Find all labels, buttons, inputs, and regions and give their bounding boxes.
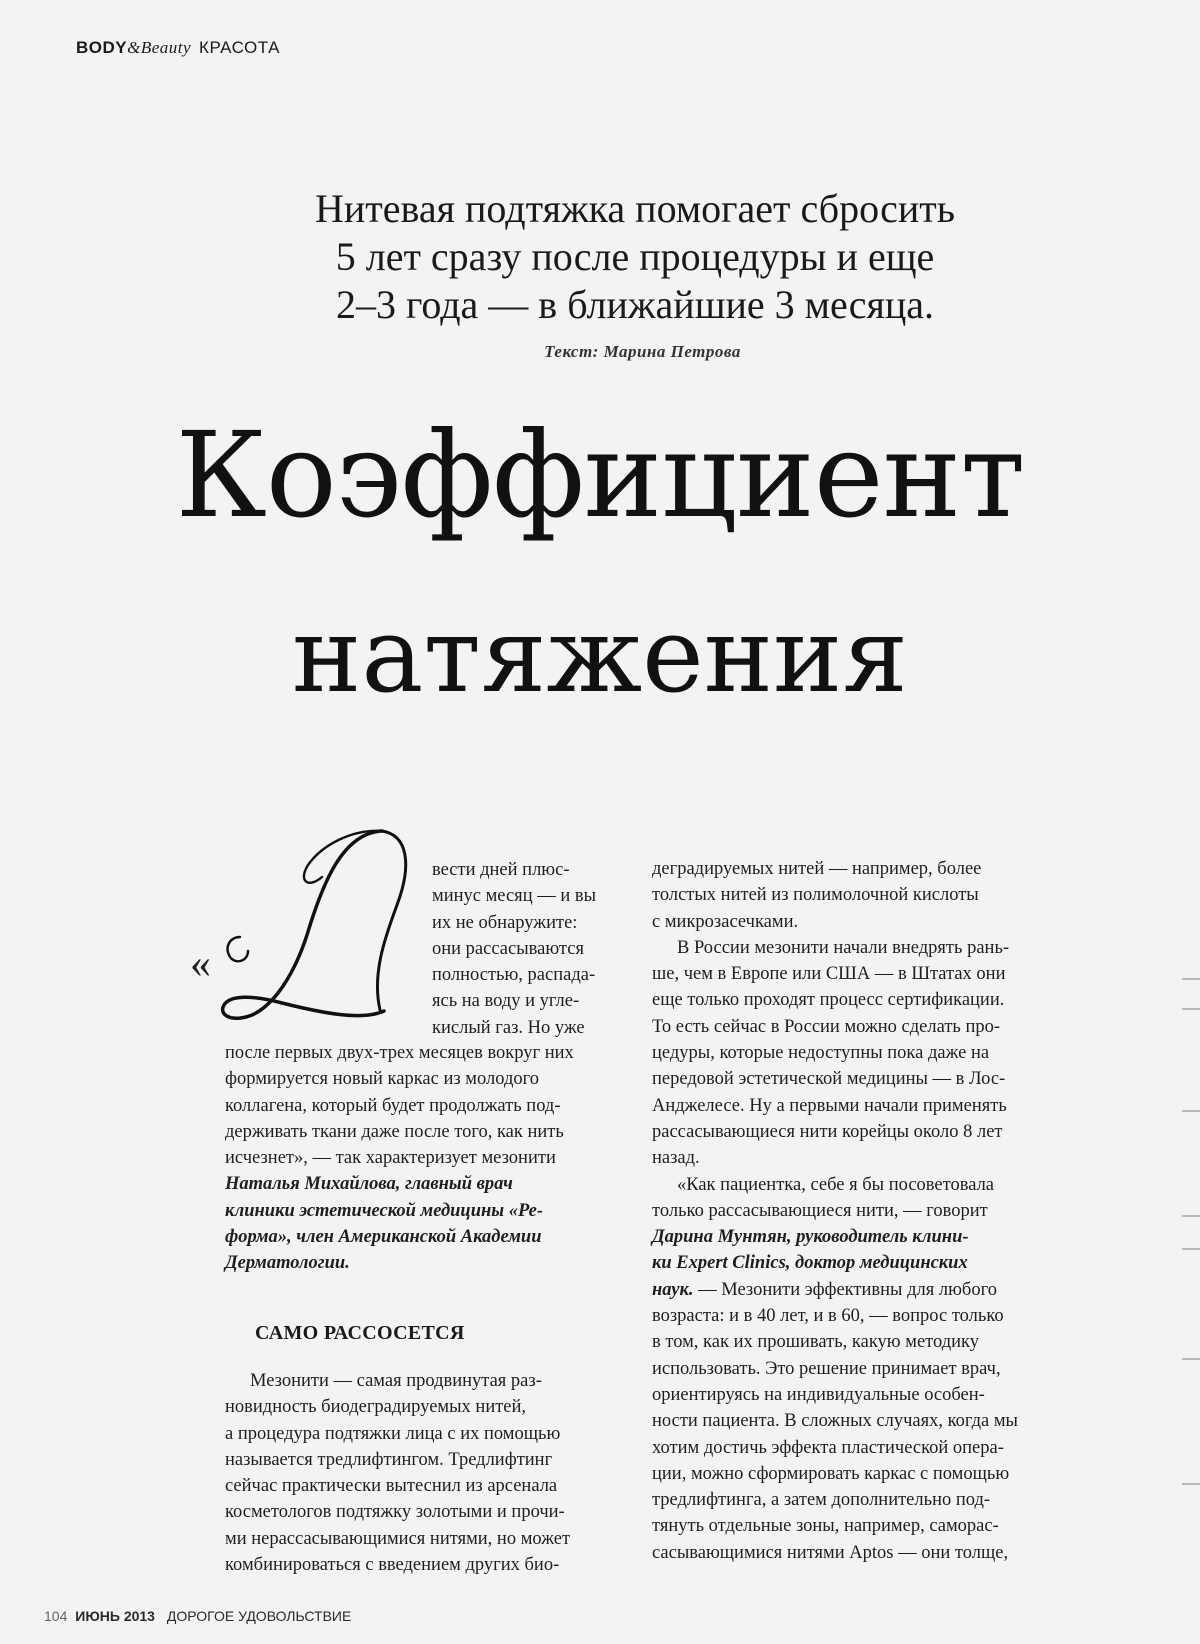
lead-line: 5 лет сразу после процедуры и еще (335, 234, 935, 279)
text-line-bold: ки Expert Clinics, доктор медицинских (652, 1253, 968, 1274)
text-line: ми нерассасывающимися нитями, но может (225, 1528, 571, 1549)
text-line: новидность биодеградируемых нитей, (225, 1397, 527, 1418)
text-line: сейчас практически вытеснил из арсенала (225, 1476, 558, 1497)
byline: Текст: Марина Петрова (544, 342, 741, 361)
text-line: сасывающимися нитями Aptos — они толще, (652, 1542, 1009, 1563)
text-line-bold: клиники эстетической медицины «Ре- (225, 1200, 543, 1221)
text-line: деградируемых нитей — например, более (652, 859, 982, 879)
margin-tick (1182, 1248, 1200, 1250)
text-line: комбинироваться с введением других био- (225, 1555, 560, 1576)
margin-tick (1182, 1215, 1200, 1217)
text-line: коллагена, который будет продолжать под- (225, 1095, 561, 1116)
text-line: их не обнаружите: (432, 912, 578, 933)
text-line: Анджелесе. Ну а первыми начали применять (652, 1095, 1007, 1116)
text-line-bold: Дарина Мунтян, руководитель клини- (652, 1227, 969, 1248)
article-title-line-1: Коэффициент (175, 406, 1025, 544)
text-line: полностью, распада- (432, 965, 596, 986)
margin-tick (1182, 978, 1200, 980)
magazine-name: ДОРОГОЕ УДОВОЛЬСТВИЕ (166, 1608, 352, 1624)
section-header (76, 38, 280, 58)
text-line-bold: форма», член Американской Академии (225, 1227, 542, 1248)
text-line: формируется новый каркас из молодого (225, 1069, 539, 1090)
text-line: ше, чем в Европе или США — в Штатах они (652, 964, 1006, 985)
dropcap-letter-de (212, 825, 422, 1035)
page-number: 104 (44, 1608, 68, 1624)
text-line: ясь на воду и угле- (432, 991, 580, 1012)
text-line: еще только проходят процесс сертификации. (652, 990, 1005, 1011)
text-line: ориентируясь на индивидуальные особен- (652, 1384, 985, 1405)
text-line: цедуры, которые недоступны пока даже на (652, 1043, 990, 1064)
text-line: вести дней плюс- (432, 860, 570, 880)
text-line: в том, как их прошивать, какую методику (652, 1332, 980, 1353)
lead-line: 2–3 года — в ближайшие 3 месяца. (335, 282, 935, 327)
text-bold-span: наук. (652, 1279, 694, 1300)
text-line: В России мезонити начали внедрять рань- (677, 937, 1010, 958)
text-line: а процедура подтяжки лица с их помощью (225, 1423, 561, 1444)
brand-label: BODY (76, 38, 128, 57)
text-line: То есть сейчас в России можно сделать про- (652, 1016, 1001, 1037)
margin-tick (1182, 1358, 1200, 1360)
column-left-top (432, 857, 596, 1041)
text-line: исчезнет», — так характеризует мезонити (225, 1148, 556, 1169)
text-line: только рассасывающиеся нити, — говорит (652, 1200, 988, 1221)
text-line: использовать. Это решение принимает врач, (652, 1358, 1001, 1379)
section-label: КРАСОТА (199, 38, 280, 57)
text-line: назад. (652, 1148, 700, 1169)
text-line: после первых двух-трех месяцев вокруг них (225, 1043, 574, 1063)
text-line-bold: Наталья Михайлова, главный врач (225, 1174, 513, 1195)
text-line: тянуть отдельные зоны, например, саморас- (652, 1516, 999, 1537)
issue-date: ИЮНЬ 2013 (75, 1608, 155, 1624)
subheading: САМО РАССОСЕТСЯ (255, 1322, 465, 1344)
text-line-mixed (652, 1277, 1018, 1303)
text-line-bold: Дерматологии. (225, 1253, 350, 1274)
margin-tick (1182, 1008, 1200, 1010)
margin-tick (1182, 1110, 1200, 1112)
text-line: хотим достичь эффекта пластической опера- (652, 1437, 1004, 1458)
lead-line: Нитевая подтяжка помогает сбросить (314, 186, 956, 231)
text-line: с микрозасечками. (652, 911, 799, 932)
text-line: минус месяц — и вы (432, 886, 597, 907)
text-line: толстых нитей из полимолочной кислоты (652, 885, 979, 906)
brand-suffix: &Beauty (127, 38, 192, 57)
text-line: «Как пациентка, себе я бы посоветовала (677, 1174, 995, 1195)
margin-tick (1182, 1483, 1200, 1485)
column-left (225, 1040, 574, 1277)
text-line: возраста: и в 40 лет, и в 60, — вопрос только (652, 1306, 1004, 1327)
text-line: рассасывающиеся нити корейцы около 8 лет (652, 1121, 1003, 1142)
lead-paragraph (0, 185, 1200, 329)
column-left-second (225, 1368, 570, 1578)
page-footer (44, 1608, 351, 1624)
column-right (652, 856, 1018, 1566)
text-line: Мезонити — самая продвинутая раз- (250, 1371, 542, 1391)
text-line: ности пациента. В сложных случаях, когда мы (652, 1411, 1018, 1432)
text-line: тредлифтинга, а затем дополнительно под- (652, 1490, 991, 1511)
article-title-line-2: натяжения (292, 594, 908, 716)
text-line: кислый газ. Но уже (432, 1017, 585, 1038)
text-line: держивать ткани даже после того, как нить (225, 1121, 564, 1142)
text-line: они рассасываются (432, 938, 584, 959)
text-line: называется тредлифтингом. Тредлифтинг (225, 1449, 553, 1470)
text-line: передовой эстетической медицины — в Лос- (652, 1069, 1006, 1090)
text-line: ции, можно сформировать каркас с помощью (652, 1463, 1010, 1484)
text-span: — Мезонити эффективны для любого (693, 1279, 997, 1300)
opening-quote-mark: « (190, 941, 211, 987)
text-line: косметологов подтяжку золотыми и прочи- (225, 1502, 565, 1523)
